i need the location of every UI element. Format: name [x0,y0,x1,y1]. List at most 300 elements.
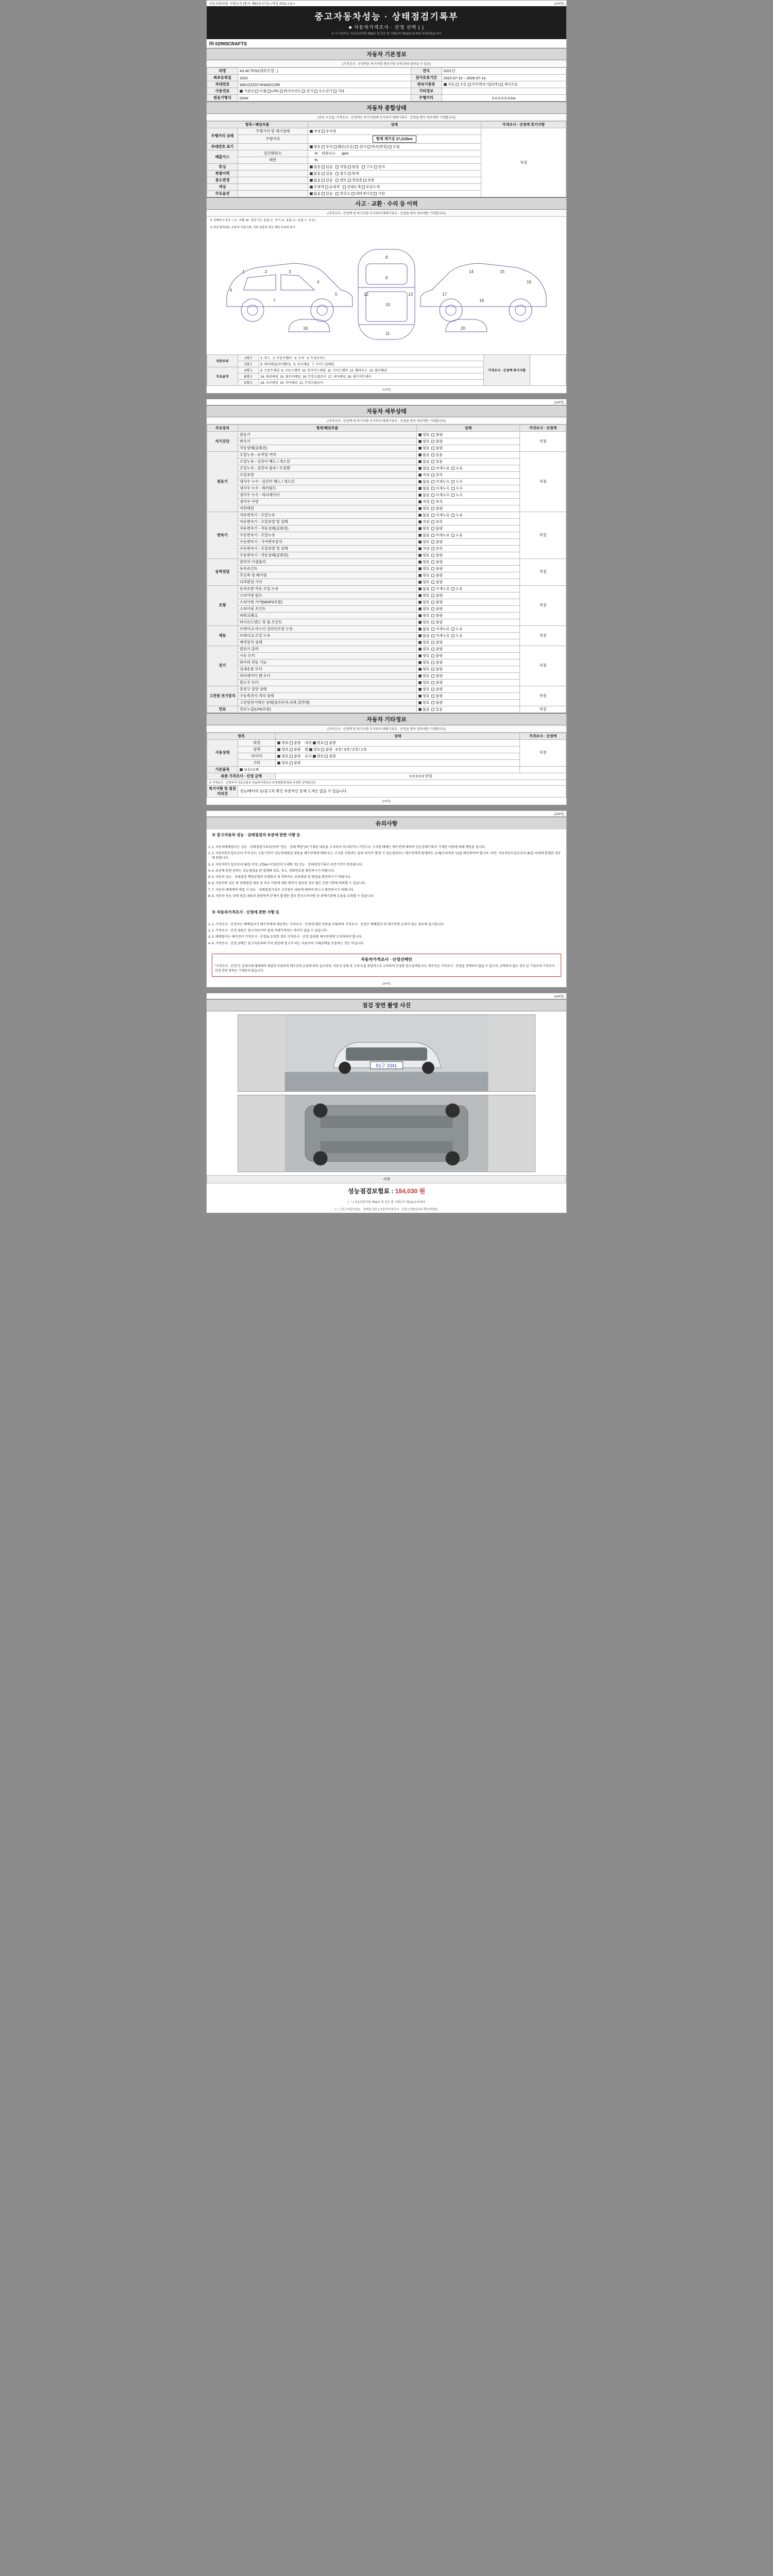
detail-item-options[interactable]: 양호 불량 [417,599,520,605]
detail-item-label: 발전기 출력 [238,646,417,652]
svg-text:18: 18 [479,298,484,303]
detail-item-label: 자동변속기 - 작동상태(공회전) [238,525,417,532]
detail-item-options[interactable]: 양호 불량 [417,692,520,699]
overall-cat-7: 용도변경 [207,177,238,184]
detail-item-options[interactable]: 양호 불량 [417,438,520,445]
detail-item-label: 구동축전지 격리 상태 [238,692,417,699]
accident-label-0: 외판부위 [207,354,238,367]
accident-items-4: 19. 루프레일 20. 리어패널 21. 트렁크플로어 [259,379,483,385]
emission-co[interactable]: % 탄화수소 ppm [308,150,481,157]
photo-front [238,1014,535,1092]
insurance-fee-value: 184,030 원 [395,1188,426,1195]
page-1-footer: (1/4면) [382,388,391,392]
detail-item-label: 수동변속기 - 오일누유 [238,532,417,538]
detail-item-options[interactable]: 양호 불량 [417,552,520,558]
table-row [207,68,566,75]
detail-item-label: 스티어링 조인트 [238,605,417,612]
table-row [207,679,566,686]
detail-item-options[interactable]: 없음 미세누유 누유 [417,532,520,538]
transmission-options[interactable]: 자동 수동 무단변속기(CVT) 세미오토 [442,81,566,88]
other-opts-0[interactable]: 양호 불량 내장 양호 불량 [276,739,520,746]
basic-label-1b: 검사유효기간 [411,75,442,81]
list-item: 2. 2. 가격조사 · 산정 내용은 참고자료이며 실제 거래가격과는 차이가 있을 수 있습니다. [212,928,561,933]
detail-item-label: 냉각수 누수 - 라디에이터 [238,492,417,498]
detail-item-label: 수동변속기 - 오일유량 및 상태 [238,545,417,552]
page-3-topnote [207,811,566,817]
detail-item-label: 오일누유 - 실린더 블록 / 오일팬 [238,465,417,471]
detail-item-label: 추진축 및 베어링 [238,572,417,579]
detail-item-label: 냉각수 누수 - 워터펌프 [238,485,417,492]
table-row [207,431,566,438]
table-row [207,766,566,773]
section-basic-sub: (가격조사 · 산정액은 특기사항 확인사항 등에 따라 달라질 수 있음) [207,60,566,67]
detail-item-label: 자동변속기 - 오일누유 [238,512,417,518]
section-accident-sub: (가격조사 · 산정액 및 특기사항 부식되어 매매기록부 · 산정을 받아 경우에만 기재합니다) [207,210,566,217]
table-row [207,779,566,785]
detail-item-label: 원동기 [238,431,417,438]
svg-text:9: 9 [385,275,388,280]
detail-item-options[interactable]: 양호 불량 [417,659,520,666]
list-item: 7. 7. 자동차 매매계약 체결 시 성능 · 상태점검기록부 교부받은 내용에 대하여 반드시 확인하시기 바랍니다. [212,888,561,892]
table-row [207,785,566,797]
table-row [207,659,566,666]
detail-item-label: 파워크랭크 [238,612,417,619]
notice-list-2 [207,919,566,951]
overall-opts-0[interactable]: 적정 부적정 [308,128,481,135]
table-row [207,545,566,552]
page-2-mark: (2/4면) [554,400,564,404]
detail-item-label: 윈도우 모터 [238,679,417,686]
overall-note: 적정 [481,128,566,197]
list-item: 1. 1. 자동차매매업자는 성능 · 상태점검기록부(이하 "성능 · 상태 책임")에 기재된 내용을 고지하지 아니하거나 거짓으로 고지할 때에는 매수인에 대하여 성능상태기록부 기재한 사항에 대해 책임을 집니다. [212,845,561,850]
table-row [207,706,566,713]
detail-item-options[interactable]: 양호 불량 [417,525,520,532]
page-2-topnote [207,399,566,405]
detail-item-options[interactable]: 적정 부족 [417,471,520,478]
page-4 [206,993,567,1213]
page-title: 중고자동차성능 · 상태점검기록부 [314,12,459,22]
detail-body [207,431,566,713]
svg-text:7: 7 [273,298,276,303]
top-note-row [207,1,566,6]
table-row [207,585,566,592]
overall-cat-2: 차대번호 표기 [207,144,238,150]
basic-label-3: 사용연료 [207,88,238,95]
price-row-value: 0 0 0 0 0 만원 [276,773,566,779]
detail-group-7: 고전원 전기장치 [207,686,238,706]
list-item: 1. 1. 가격조사 · 산정자는 매매업자가 매수인에게 제공하는 가격조사 · 산정에 대한 비용을 부담하며 가격조사 · 산정은 매매업자 및 매수인의 요청이 있는 경우에 실시합니다. [212,922,561,927]
list-item: 3. 3. 매매업자는 매수인이 가격조사 · 산정을 요청한 경우 가격조사 · 산정 결과를 매수인에게 고지하여야 합니다. [212,935,561,939]
other-opts-2[interactable]: 양호 불량 유리 양호 불량 [276,753,520,759]
table-row [207,552,566,558]
table-row [207,612,566,619]
list-item: 4. 4. 보증에 관련 문의는 성능점검을 한 업체와 상호, 주소, 전화번호를 확인하시기 바랍니다. [212,869,561,873]
detail-item-options[interactable]: 없음 미세누수 누수 [417,485,520,492]
detail-group-note: 적정 [520,625,566,646]
svg-text:8: 8 [385,255,388,260]
table-row [207,699,566,706]
table-row [207,558,566,565]
other-etc-items[interactable]: 보유/교체 [238,766,520,773]
svg-text:16: 16 [527,279,531,284]
accident-parts-table [207,354,566,386]
list-item: 5. 5. 자동차 성능 · 상태점검 책임보험의 보험회사 및 연락처는 보증범위 및 방법을 확인하시기 바랍니다. [212,875,561,879]
table-row [207,458,566,465]
detail-item-label: 라디에이터 팬 모터 [238,672,417,679]
special-sub: 성능/배터리 등/중고차 확인 부분적인 문제 도색은 없을 수 있습니다. [238,785,566,797]
table-row [207,478,566,485]
page-3-mark: (3/4면) [554,812,564,816]
photos-title: 점검 장면 촬영 사진 [207,999,566,1011]
other-label-3: 기타 [238,759,276,766]
table-row [207,652,566,659]
detail-col-3: 가격조사 · 산정액 [520,425,566,431]
footer-note-1: [ ㄱ ] 자동차관리법 제58조 및 같은 법 시행규칙 제120조에 따라 [347,1201,426,1205]
accident-sign-value [530,354,566,385]
overall-cat-3: 배출가스 [207,150,238,164]
other-opts-3[interactable]: 양호 불량 [276,759,520,766]
overall-label-2 [238,144,308,150]
detail-item-label: 시동 모터 [238,652,417,659]
table-row [207,492,566,498]
detail-item-options[interactable]: 양호 불량 [417,619,520,625]
overall-label-0: 주행거리 및 계기상태 [238,128,308,135]
detail-item-options[interactable]: 없음 있음 [417,706,520,713]
notice-head-1: ※ 중고자동차 성능 · 상태점검자 보증에 관한 사항 등 [212,832,300,837]
basic-label-2: 차대번호 [207,81,238,88]
detail-col-1: 항목/해당부품 [238,425,417,431]
accident-items-1: 5. 쿼터패널(리어휀더) 6. 루프패널 7. 사이드실패널 [259,361,483,367]
accident-rank-3: B랭크 [238,373,259,379]
page-2 [206,399,567,805]
detail-item-options[interactable]: 없음 미세누유 누유 [417,632,520,639]
price-row-label: 최종 가격조사 · 산정 금액 [207,773,276,779]
detail-group-note: 적정 [520,512,566,558]
detail-group-0: 자기진단 [207,431,238,451]
page-3 [206,810,567,988]
other-note: 적정 [520,739,566,766]
detail-item-options[interactable]: 없음 미세누유 누유 [417,512,520,518]
detail-group-8: 연료 [207,706,238,713]
table-row [207,692,566,699]
detail-item-options[interactable]: 없음 미세누수 누수 [417,492,520,498]
svg-text:14: 14 [469,269,474,274]
overall-cat-0: 주행거리 상태 [207,128,238,144]
table-row [207,625,566,632]
detail-item-options[interactable]: 적정 부족 [417,545,520,552]
list-item: 3. 3. 자동차인도일로부터 30일 이상, 2천km 이상(먼저 도래한 것) 성능 · 상태점검기록부 보증기간이 종료됩니다. [212,862,561,867]
table-row [207,438,566,445]
signature-label: 서명 [207,1175,566,1183]
table-row [207,672,566,679]
section-accident-title: 사고 · 교환 · 수리 등 이력 [207,197,566,210]
section-overall-sub: (주요 구조물, 가격조사 · 산정액은 특기사항에 부식되어 매매기록부 · 산정을 받아 경우에만 기재합니다) [207,114,566,121]
overall-label-3: 일산화탄소 [238,150,308,157]
other-table [207,733,566,798]
detail-item-options[interactable]: 양호 불량 [417,572,520,579]
detail-item-options[interactable]: 적정 부족 [417,518,520,525]
accident-rank-1: 2랭크 [238,361,259,367]
accident-items-2: 8. 프론트패널 9. 크로스멤버 10. 인사이드패널 11. 사이드멤버 12. 휠하우스 13. 필러패널 [259,367,483,373]
detail-item-options[interactable]: 양호 불량 [417,565,520,572]
other-header-row [207,733,566,739]
section-basic-title: 자동차 기본정보 [207,48,566,60]
overall-col-2: 가격조사 · 산정액 특기사항 [481,122,566,128]
detail-item-label: 자동변속기 - 오일유량 및 상태 [238,518,417,525]
table-row [207,619,566,625]
table-row [207,88,566,95]
brand-name: ㈜ 02900CRAFTS [209,41,247,46]
price-note: ※ 가격조사 · 산정자가 국토교통부 자동차가격조사 산정방법에 따라 산정한 금액입니다. [207,779,566,785]
detail-item-options[interactable]: 없음 미세누유 누유 [417,585,520,592]
table-row [207,632,566,639]
basic-info-table [207,67,566,101]
options-list[interactable]: 없음 있음 썬루프 네비게이션 기타 [308,191,481,197]
svg-text:3: 3 [289,269,291,274]
basic-label-0: 차명 [207,68,238,75]
svg-text:19: 19 [303,326,308,331]
tuning-options[interactable]: 없음 있음 적법 불법 구조 장치 [308,164,481,171]
page-2-footer: (2/4면) [382,800,391,803]
svg-text:1: 1 [242,269,245,274]
table-row [207,538,566,545]
insurance-fee-label: 성능점검보험료 : [347,1188,394,1195]
other-etc-label: 기본품목 [207,766,238,773]
redbox [212,954,561,977]
svg-text:5: 5 [335,292,338,297]
detail-item-options[interactable]: 없음 있음 [417,458,520,465]
detail-item-options[interactable]: 양호 불량 [417,679,520,686]
detail-group-1: 원동기 [207,451,238,512]
detail-item-label: 배력장치 상태 [238,639,417,646]
basic-value-0: A3 40 TFSI(세부모델 : ) [238,68,411,75]
svg-text:11: 11 [385,331,390,336]
list-item: 2. 2. 자동차인도일로부터 가격 또는 고용기간이 성능상태점검 내용을 매수인에게 매매 또는 고지한 사항과는 달리 차이가 발생 시 성능점검자는 매수인에게 발생하는 손해(수리비용 등)를 배상하여야 합니다. 다만, 자동차인도일로부터 30일 이내에 발생한 경우에 한합니다. [212,851,561,861]
accident-label-2: 주요골격 [207,367,238,385]
detail-group-note: 적정 [520,686,566,706]
basic-value-1b: 2022-07-15 ~ 2026-07-14 [442,75,566,81]
odometer-value: 현재 계기상 27,215km [308,135,481,144]
accident-items-0: 1. 후드 2. 프론트휀더 3. 도어 4. 트렁크리드 [259,354,483,361]
detail-item-label: 오일누유 - 실린더 헤드 / 개스킷 [238,458,417,465]
accident-items-3: 14. 대쉬패널 15. 플로어패널 16. 트렁크플로어 17. 리어패널 18. 패키지트레이 [259,373,483,379]
other-col-1: 상태 [276,733,520,739]
table-row [207,445,566,451]
detail-item-label: 냉각수 누수 - 실린더 헤드 / 개스킷 [238,478,417,485]
table-row [207,773,566,779]
svg-text:12: 12 [364,292,368,297]
basic-value-4b: 0 0 0 0 0 0 km [442,95,566,101]
other-opts-1[interactable]: 양호 불량 휠 양호 불량 4개 / 3개 / 2개 / 1개 [276,746,520,753]
table-row [207,485,566,492]
detail-item-label: 연료누출(LPG포함) [238,706,417,713]
detail-item-label: 스티어링 기어(MDPS포함) [238,599,417,605]
detail-item-label: 브레이크 마스터 실린더오일 누유 [238,625,417,632]
table-row [207,599,566,605]
detail-item-label: 고전원전기배선 상태(접속단자,피복,절연체) [238,699,417,706]
emission-smoke[interactable]: % [308,157,481,164]
notice-list-1 [207,842,566,904]
detail-item-options[interactable]: 없음 미세누유 누유 [417,465,520,471]
detail-item-options[interactable]: 없음 미세누유 누유 [417,625,520,632]
section-detail-title: 자동차 세부상태 [207,405,566,417]
overall-table [207,121,566,197]
overall-cat-8: 색상 [207,184,238,191]
usage-change-options[interactable]: 없음 있음 렌트 영업용 관용 [308,177,481,184]
detail-item-options[interactable]: 양호 불량 [417,605,520,612]
accident-legend-2: ※ 하단 항목에는 승용차 기준이며, 기타 차종의 경우 해당 부위에 표기 [210,226,295,230]
detail-item-options[interactable]: 양호 불량 [417,672,520,679]
svg-text:13: 13 [408,292,413,297]
detail-item-options[interactable]: 양호 불량 [417,579,520,585]
detail-group-note: 적정 [520,646,566,686]
detail-item-label: 오일누유 - 로커암 커버 [238,451,417,458]
section-other-title: 자동차 기타정보 [207,713,566,725]
brand-line [207,39,566,48]
footer-note-2: [ ㄴ ] 중고자동차성능 · 상태점 검은 [ 자동차가격조사 · 산정 ] 사항입니다 확인하였음. [334,1208,439,1212]
detail-item-options[interactable]: 양호 불량 [417,639,520,646]
detail-item-options[interactable]: 양호 불량 [417,686,520,692]
detail-group-6: 전기 [207,646,238,686]
detail-item-label: 냉각수 수량 [238,498,417,505]
table-row [207,759,566,766]
detail-group-note: 적정 [520,431,566,451]
section-other-sub: (가격조사 · 산정액 및 특기사항 부식되어 매매기록부 · 산정을 받아 경우에만 기재합니다) [207,725,566,733]
detail-item-label: 동력조향 작동 오일 누유 [238,585,417,592]
other-label-2: 타이어 [238,753,276,759]
table-row [207,81,566,88]
table-row [207,518,566,525]
basic-label-4: 원동기형식 [207,95,238,101]
insurance-fee-line [207,1183,566,1198]
svg-text:17: 17 [442,292,447,297]
section-detail-sub: (가격조사 · 산정액 및 특기사항 부식되어 매매기록부 · 산정을 받아 경우에만 기재합니다) [207,417,566,425]
accident-legend-1: ※ 상태표시 부호 : ( X : 교환, W : 판금 또는 용접, C : 부식, A : 흠집, U : 요철, T : 손상 ) [210,219,316,222]
basic-label-4b: 주행거리 [411,95,442,101]
table-row [207,753,566,759]
detail-item-options[interactable]: 양호 불량 [417,592,520,599]
redbox-text: "가격조사 · 산정"은 실제거래 매매계약 체결과 무관하게 매수인의 요청에 따라 실시되며, 자동차 상태 및 시세 등을 종합적으로 고려하여 산정한 참고금액입니다. 매수인은 가격조사 · 산정을 선택하지 않을 수 있으며, 선택하지 않은 경우 본 기록부의 가격조사 · 산정 관련 항목은 기재되지 않습니다. [215,965,557,973]
detail-item-label: 타이로드엔드 및 볼 조인트 [238,619,417,625]
list-item: 8. 8. 자동차 성능 상태 점검 내용과 관련하여 분쟁이 발생한 경우 한국소비자원 등 관계기관에 도움을 요청할 수 있습니다. [212,894,561,899]
photo-underbody [238,1095,535,1172]
other-label-0: 외장 [238,739,276,746]
page-sub-note: ※ 이 기록부는 자동차관리법 제58조 및 같은 법 시행규칙 제120조에 따라 작성되었습니다. [331,32,442,36]
detail-item-label: 와이퍼 전동 기능 [238,659,417,666]
detail-item-options[interactable]: 양호 불량 [417,431,520,438]
accident-rank-0: 1랭크 [238,354,259,361]
svg-text:4: 4 [317,279,320,284]
detail-item-options[interactable]: 양호 불량 [417,646,520,652]
notice-head-2: ※ 자동차가격조사 · 산정에 관한 사항 등 [212,909,280,914]
detail-item-options[interactable]: 적정 부족 [417,498,520,505]
table-row [207,579,566,585]
page-4-mark: (4/4면) [554,995,564,999]
table-row [207,75,566,81]
special-label: 특기사항 및 점검자의견 [207,785,238,797]
overall-label-1: 주행거리 [238,135,308,144]
detail-item-options[interactable]: 양호 불량 [417,666,520,672]
list-item: 6. 6. 자동차의 성능 및 상태점검 내용 중 주요 사항에 대한 확인이 필요한 경우 별도 전문기관에 의뢰할 수 있습니다. [212,881,561,886]
detail-item-options[interactable]: 양호 불량 [417,505,520,512]
detail-group-2: 변속기 [207,512,238,558]
page-3-footer: (3/4면) [382,982,391,986]
detail-item-options[interactable]: 양호 불량 [417,699,520,706]
detail-col-2: 상태 [417,425,520,431]
table-row [207,646,566,652]
table-row [207,639,566,646]
table-row [207,565,566,572]
basic-value-1: 2022 [238,75,411,81]
detail-group-4: 조향 [207,585,238,625]
color-options[interactable]: 무채색 유채색 전체도색 부분도색 [308,184,481,191]
basic-value-2: WAUZZZGY4NA001299 [238,81,411,88]
page-1 [206,0,567,394]
list-item: 4. 4. 가격조사 · 산정 금액은 중고자동차의 가치 판단에 참고가 되는 자료이며 거래금액을 보증하는 것은 아닙니다. [212,941,561,946]
detail-item-options[interactable]: 양호 불량 [417,445,520,451]
detail-item-label: 수동변속기 - 기어변속장치 [238,538,417,545]
detail-item-label: 변속기 [238,438,417,445]
basic-label-3b: 기타정보 [411,88,442,95]
detail-item-label: 실내송풍 모터 [238,666,417,672]
detail-item-options[interactable]: 양호 불량 [417,652,520,659]
special-history-options[interactable]: 없음 있음 침수 화재 [308,171,481,177]
table-row [207,572,566,579]
detail-item-options[interactable]: 없음 있음 [417,451,520,458]
table-row [207,95,566,101]
table-row [207,471,566,478]
detail-group-5: 제동 [207,625,238,646]
detail-table [207,425,566,713]
detail-item-label: 충전구 절연 상태 [238,686,417,692]
basic-label-0b: 연식 [411,68,442,75]
detail-item-options[interactable]: 없음 미세누수 누수 [417,478,520,485]
svg-text:6: 6 [230,287,232,293]
table-row [207,451,566,458]
car-diagram [209,234,564,352]
table-row [207,128,566,135]
detail-item-options[interactable]: 양호 불량 [417,558,520,565]
detail-group-note: 적정 [520,558,566,585]
detail-item-options[interactable]: 양호 불량 [417,612,520,619]
table-row [207,532,566,538]
svg-text:51구 2341: 51구 2341 [376,1063,397,1069]
detail-item-label: 작동상태(공회전) [238,445,417,451]
table-row [207,592,566,599]
detail-item-label: 오일유량 [238,471,417,478]
detail-group-note: 적정 [520,585,566,625]
table-row [207,498,566,505]
detail-item-label: 수동변속기 - 작동상태(공회전) [238,552,417,558]
vin-options[interactable]: 양호 부식 훼손(오손) 상이 변조(변칭) 도말 [308,144,481,150]
other-col-0: 항목 [207,733,276,739]
table-row [207,512,566,518]
svg-text:15: 15 [500,269,505,274]
detail-group-note: 적정 [520,451,566,512]
table-row [207,354,566,361]
detail-item-label: 클러치 어셈블리 [238,558,417,565]
svg-text:10: 10 [385,302,390,307]
car-diagram-wrap [207,232,566,354]
overall-col-0: 항목 / 해당부품 [207,122,308,128]
detail-item-label: 디퍼렌셜 기어 [238,579,417,585]
detail-item-label: 스티어링 펌프 [238,592,417,599]
overall-cat-6: 특별이력 [207,171,238,177]
table-row [207,465,566,471]
notice-title: 유의사항 [207,817,566,829]
detail-item-options[interactable]: 양호 불량 [417,538,520,545]
fuel-options[interactable]: 가솔린 디젤 LPG 하이브리드 전기 수소전기 기타 [238,88,411,95]
